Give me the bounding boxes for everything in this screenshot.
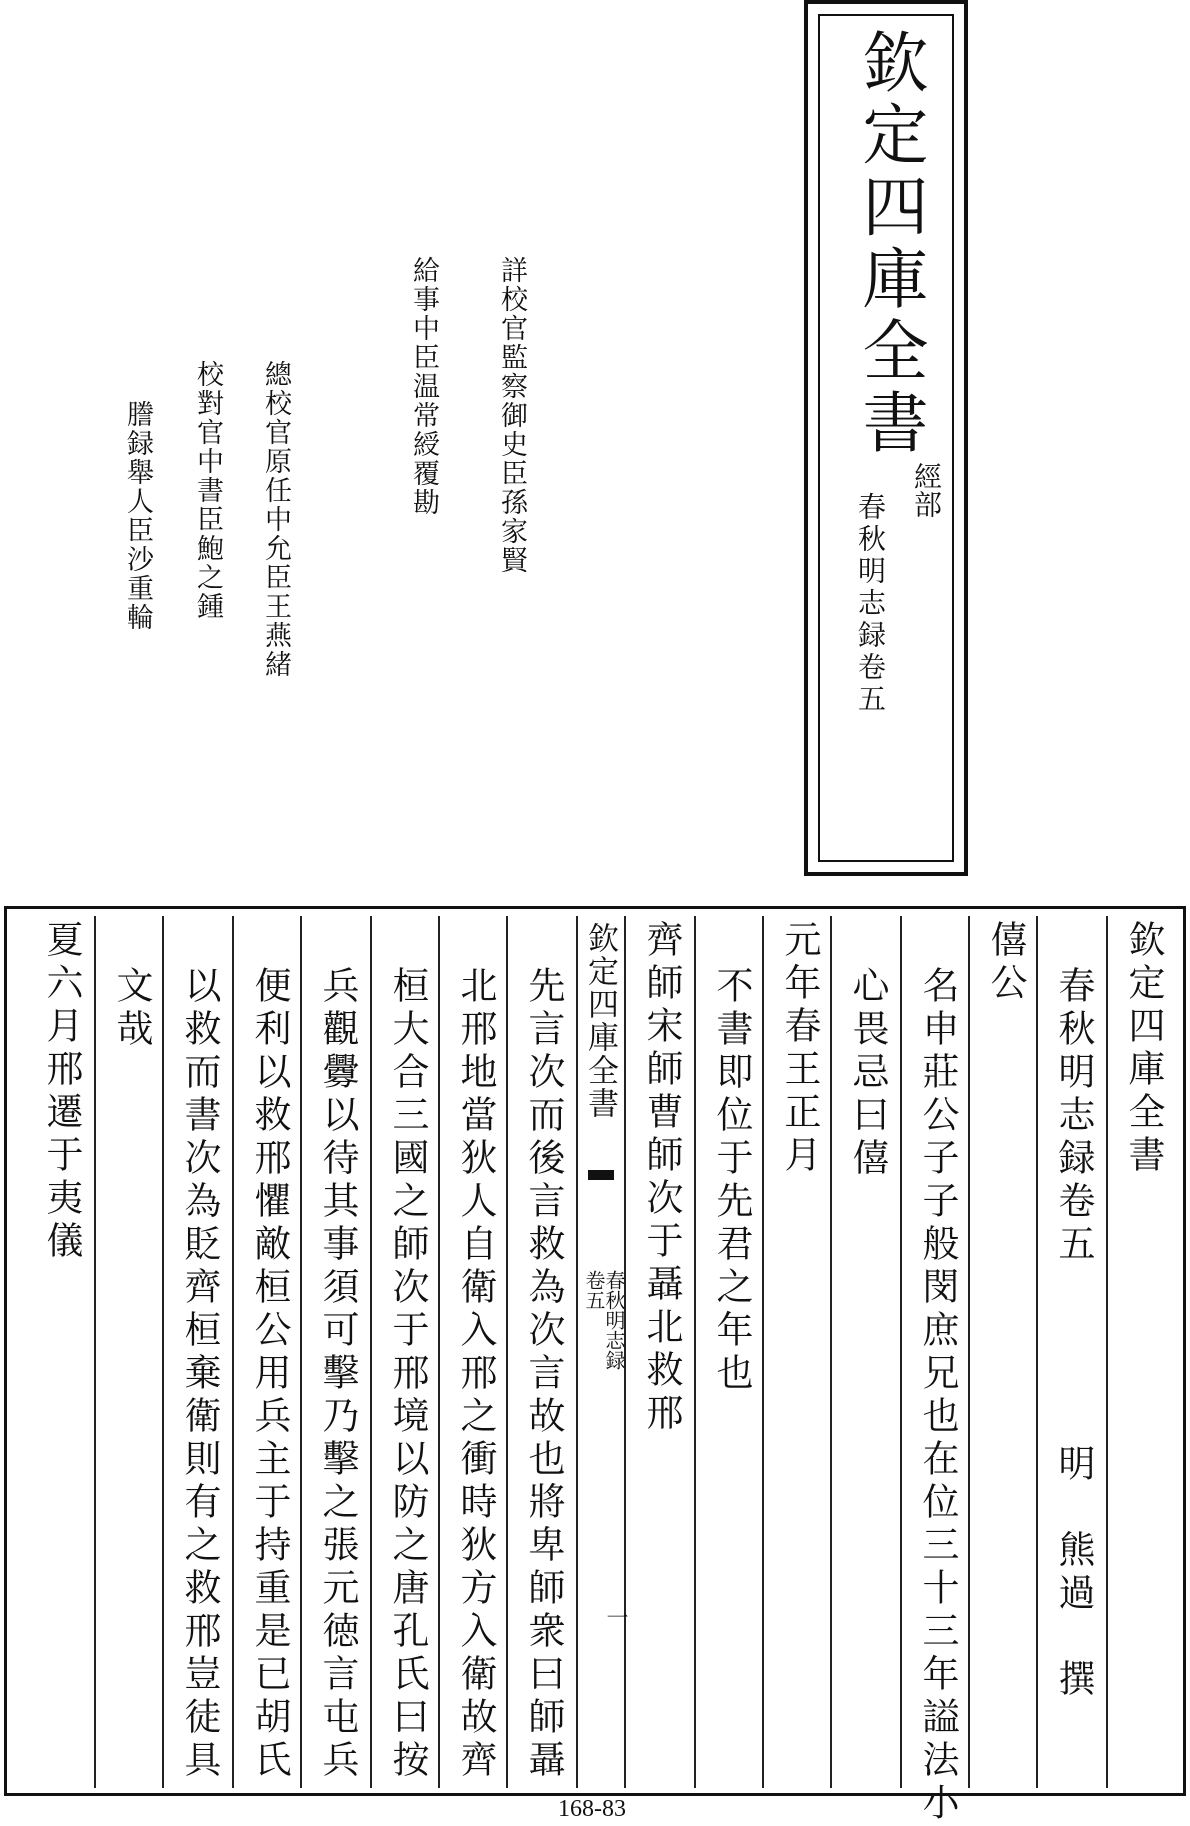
text-column-book-title: 欽定四庫全書 (1122, 920, 1165, 1178)
column-rule (830, 916, 832, 1788)
credit-reviewer: 給事中臣温常綬覆勘 (408, 256, 439, 517)
column-rule (438, 916, 440, 1788)
column-rule (1036, 916, 1038, 1788)
text-column: 北邢地當狄人自衛入邢之衝時狄方入衛故齊 (454, 966, 497, 1783)
text-column: 元年春王正月 (778, 920, 821, 1178)
text-column: 不書即位于先君之年也 (710, 966, 753, 1396)
column-rule (762, 916, 764, 1788)
text-column: 便利以救邢懼敵桓公用兵主于持重是已胡氏 (248, 966, 291, 1783)
text-column: 桓大合三國之師次于邢境以防之唐孔氏曰按 (386, 966, 429, 1783)
column-rule (1106, 916, 1108, 1788)
text-column: 以救而書次為貶齊桓棄衛則有之救邢豈徒具 (178, 966, 221, 1783)
cover-volume: 春秋明志録卷五 (854, 492, 887, 716)
center-strip-juan: 卷五 (582, 1270, 606, 1310)
text-column: 文哉 (110, 966, 153, 1052)
credit-proofreader-1: 詳校官監察御史臣孫家賢 (496, 256, 527, 575)
column-rule (370, 916, 372, 1788)
column-rule (300, 916, 302, 1788)
text-column-juan-title: 春秋明志録卷五 (1052, 966, 1095, 1267)
column-rule (232, 916, 234, 1788)
center-strip-leaf-number: 一 (603, 1606, 628, 1628)
text-column: 心畏忌曰僖 (846, 966, 889, 1181)
folio-number: 168-83 (558, 1796, 626, 1822)
column-rule (94, 916, 96, 1788)
text-column: 齊師宋師曹師次于聶北救邢 (640, 920, 683, 1436)
text-column: 夏六月邢遷于夷儀 (40, 920, 83, 1264)
cover-section: 經部 (910, 462, 943, 518)
text-column: 兵觀釁以待其事須可擊乃擊之張元徳言屯兵 (316, 966, 359, 1783)
credit-copyist: 謄録舉人臣沙重輪 (122, 400, 153, 632)
column-rule (506, 916, 508, 1788)
text-column: 先言次而後言救為次言故也將卑師衆曰師聶 (522, 966, 565, 1783)
column-rule (694, 916, 696, 1788)
credit-collator: 校對官中書臣鮑之鍾 (192, 360, 223, 621)
text-column-duke-heading: 僖公 (984, 920, 1027, 1006)
fish-tail-mark (588, 1170, 614, 1180)
column-rule (900, 916, 902, 1788)
center-strip-book: 春秋明志録 (602, 1270, 626, 1370)
cover-title: 欽定四庫全書 (851, 28, 928, 460)
center-strip-title: 欽定四庫全書 (582, 922, 618, 1120)
column-rule (968, 916, 970, 1788)
text-column-author: 明 熊過 撰 (1052, 1444, 1095, 1702)
text-column: 名申莊公子子般閔庶兄也在位三十三年謚法小 (916, 966, 959, 1826)
column-rule (162, 916, 164, 1788)
credit-chief-proofreader: 總校官原任中允臣王燕緒 (260, 360, 291, 679)
